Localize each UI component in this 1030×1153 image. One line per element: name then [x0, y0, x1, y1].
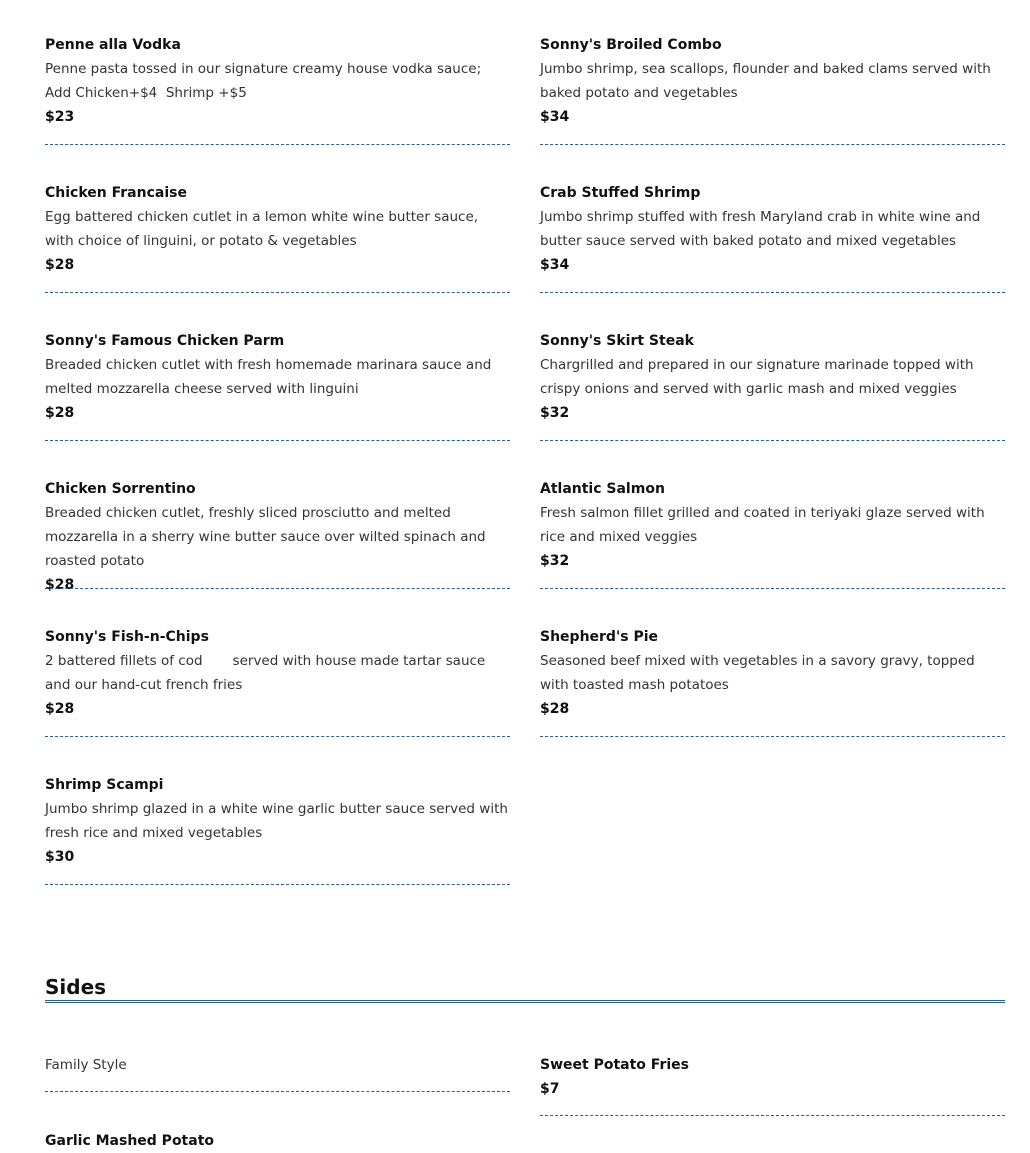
dashed-divider — [540, 440, 1005, 441]
item-description: Penne pasta tossed in our signature creamy house vodka sauce; Add Chicken+$4 Shrimp +$5 — [45, 61, 482, 101]
item-price: $28 — [540, 701, 570, 717]
sides-underline — [45, 1000, 1005, 1003]
item-price: $28 — [45, 405, 75, 421]
menu-item — [540, 444, 1005, 592]
item-price: $7 — [540, 1081, 560, 1097]
side-sweet-potato-fries — [540, 1053, 1005, 1101]
item-name: Garlic Mashed Potato — [45, 1133, 215, 1149]
item-description: Jumbo shrimp stuffed with fresh Maryland crab in white wine and butter sauce served with baked potato and mixed vegetables — [540, 209, 985, 249]
dashed-divider — [540, 292, 1005, 293]
item-name: Chicken Sorrentino — [45, 481, 196, 497]
sides-header — [45, 973, 1005, 1003]
item-description: Breaded chicken cutlet, freshly sliced prosciutto and melted mozzarella in a sherry wine butter sauce over wilted spinach and roasted potato — [45, 505, 490, 569]
item-name: Sonny's Skirt Steak — [540, 333, 694, 349]
item-price: $28 — [45, 701, 75, 717]
dashed-divider — [540, 1115, 1005, 1116]
item-price: $32 — [540, 553, 570, 569]
menu-item — [540, 148, 1005, 296]
menu-item — [540, 592, 1005, 740]
item-name: Crab Stuffed Shrimp — [540, 185, 701, 201]
item-name: Atlantic Salmon — [540, 481, 665, 497]
item-name: Sonny's Broiled Combo — [540, 37, 722, 53]
item-price: $32 — [540, 405, 570, 421]
item-description: Chargrilled and prepared in our signature marinade topped with crispy onions and served with garlic mash and mixed veggies — [540, 357, 978, 397]
dashed-divider — [45, 1091, 510, 1092]
mains-right-column — [540, 0, 1005, 740]
item-price: $34 — [540, 109, 570, 125]
item-name: Shepherd's Pie — [540, 629, 659, 645]
dashed-divider — [540, 144, 1005, 145]
item-name: Chicken Francaise — [45, 185, 187, 201]
item-price: $30 — [45, 849, 75, 865]
item-description: Jumbo shrimp glazed in a white wine garlic butter sauce served with fresh rice and mixed vegetables — [45, 801, 513, 841]
item-name: Penne alla Vodka — [45, 37, 181, 53]
item-name: Shrimp Scampi — [45, 777, 164, 793]
item-name: Sonny's Famous Chicken Parm — [45, 333, 285, 349]
item-name: Sweet Potato Fries — [540, 1057, 689, 1073]
item-description: Seasoned beef mixed with vegetables in a savory gravy, topped with toasted mash potatoes — [540, 653, 980, 693]
dashed-divider — [45, 736, 510, 737]
mains-left-column — [45, 0, 513, 888]
menu-item — [45, 592, 510, 740]
item-description: 2 battered fillets of cod served with house made tartar sauce and our hand-cut french fries — [45, 653, 490, 693]
item-description: Jumbo shrimp, sea scallops, flounder and baked clams served with baked potato and vegetables — [540, 61, 996, 101]
menu-item — [45, 444, 510, 592]
dashed-divider — [45, 292, 510, 293]
menu-item — [45, 740, 513, 888]
menu-item — [540, 0, 1005, 148]
family-style-label: Family Style — [45, 1057, 127, 1073]
item-price: $34 — [540, 257, 570, 273]
item-description: Egg battered chicken cutlet in a lemon white wine butter sauce, with choice of linguini, or potato & vegetables — [45, 209, 483, 249]
item-price: $23 — [45, 109, 75, 125]
item-name: Sonny's Fish-n-Chips — [45, 629, 209, 645]
side-garlic-mashed-potato — [45, 1129, 510, 1153]
item-description: Breaded chicken cutlet with fresh homemade marinara sauce and melted mozzarella cheese served with linguini — [45, 357, 496, 397]
side-family-style — [45, 1053, 510, 1077]
mains-section — [45, 0, 1005, 900]
item-price: $28 — [45, 577, 75, 593]
menu-page — [45, 0, 1005, 1149]
menu-item — [45, 296, 510, 444]
item-price: $28 — [45, 257, 75, 273]
item-description: Fresh salmon fillet grilled and coated in teriyaki glaze served with rice and mixed veggies — [540, 505, 989, 545]
dashed-divider — [45, 588, 510, 589]
dashed-divider — [45, 440, 510, 441]
menu-item — [540, 296, 1005, 444]
menu-item — [45, 148, 510, 296]
sides-title: Sides — [45, 975, 107, 999]
dashed-divider — [540, 736, 1005, 737]
menu-item — [45, 0, 510, 148]
dashed-divider — [540, 588, 1005, 589]
dashed-divider — [45, 144, 510, 145]
dashed-divider — [45, 884, 510, 885]
